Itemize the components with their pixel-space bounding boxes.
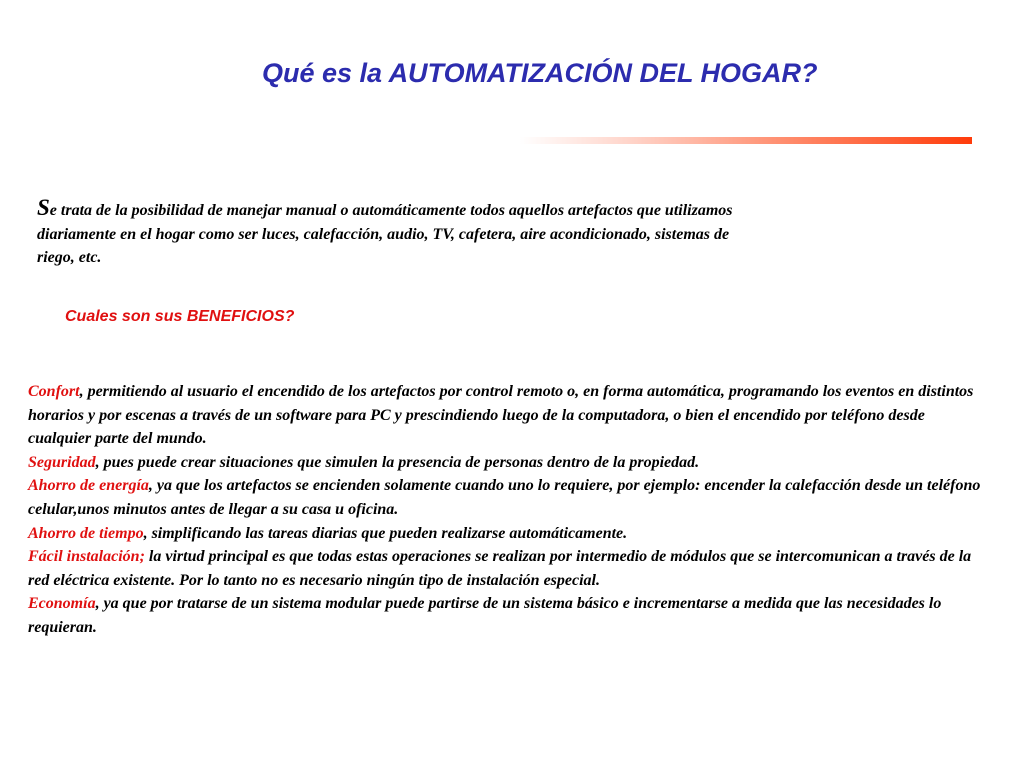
benefit-keyword: Seguridad — [28, 453, 96, 471]
benefit-text: , ya que por tratarse de un sistema modular puede partirse de un sistema básico e incrementarse a medida que las necesidades lo requieran. — [28, 595, 942, 636]
benefit-keyword: Ahorro de tiempo — [28, 524, 144, 542]
intro-initial-letter: S — [37, 195, 50, 220]
benefit-item — [28, 592, 988, 639]
intro-text: e trata de la posibilidad de manejar manual o automáticamente todos aquellos artefactos que utilizamos diariamente en el hogar como ser luces, calefacción, audio, TV, cafetera, aire acondicionado, sistemas de riego, etc. — [37, 202, 733, 266]
benefit-item — [28, 545, 988, 592]
benefit-text: , pues puede crear situaciones que simulen la presencia de personas dentro de la propiedad. — [95, 453, 700, 471]
benefit-text: , ya que los artefactos se encienden solamente cuando uno lo requiere, por ejemplo: encender la calefacción desde un teléfono celular,unos minutos antes de llegar a su casa u oficina. — [28, 477, 981, 518]
benefits-list — [28, 380, 988, 640]
benefit-text: , simplificando las tareas diarias que pueden realizarse automáticamente. — [143, 524, 628, 542]
title-accent-bar — [520, 137, 972, 144]
benefit-item — [28, 522, 988, 546]
benefit-item — [28, 474, 988, 521]
benefit-keyword: Economía — [28, 595, 96, 613]
intro-paragraph — [37, 196, 757, 270]
benefit-keyword: Confort — [28, 383, 80, 400]
benefits-heading: Cuales son sus BENEFICIOS? — [65, 308, 295, 325]
benefit-keyword: Ahorro de energía — [28, 477, 149, 495]
benefit-text: , permitiendo al usuario el encendido de los artefactos por control remoto o, en forma automática, programando los eventos en distintos horarios y por escenas a través de un software para PC y prescindiendo luego de la computadora, o bien el encendido por teléfono desde cualquier parte del mundo. — [28, 383, 974, 448]
benefit-item — [28, 451, 988, 475]
benefit-keyword: Fácil instalación; — [28, 548, 145, 566]
benefit-text: la virtud principal es que todas estas operaciones se realizan por intermedio de módulos que se intercomunican a través de la red eléctrica existente. Por lo tanto no es necesario ningún tipo de instalación especial. — [28, 548, 972, 589]
benefit-item — [28, 380, 988, 451]
slide-title: Qué es la AUTOMATIZACIÓN DEL HOGAR? — [262, 58, 818, 88]
